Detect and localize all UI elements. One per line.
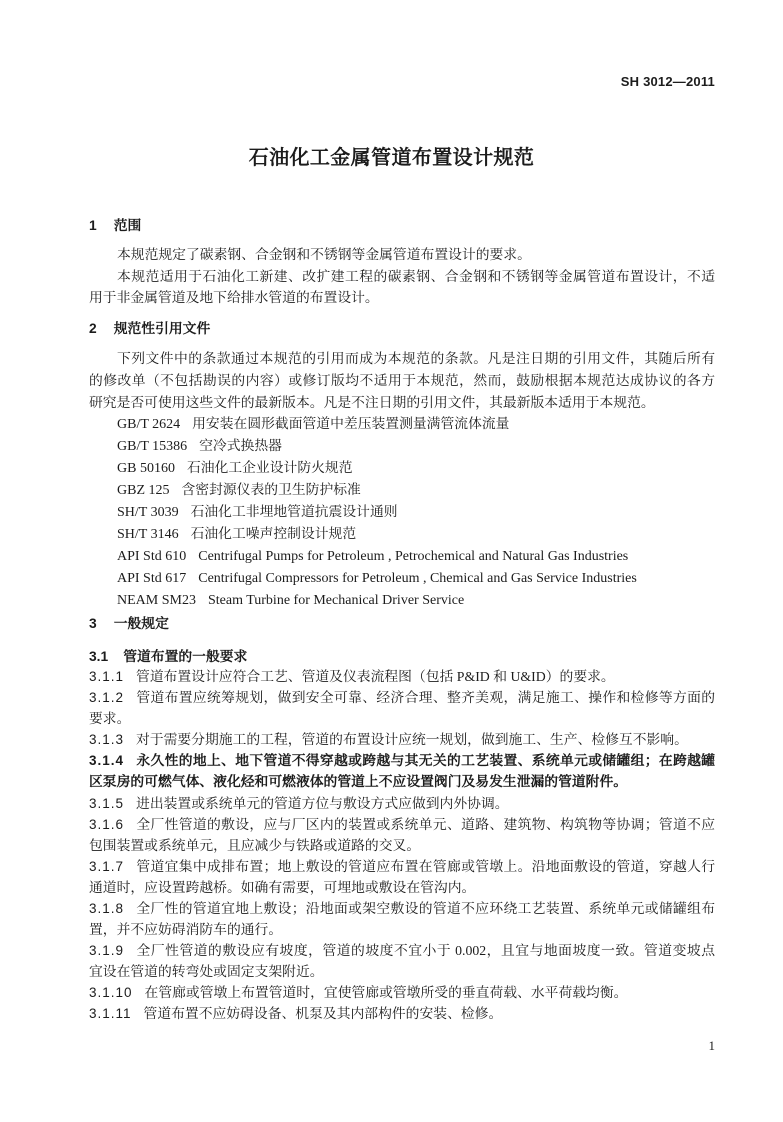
clause — [89, 1003, 715, 1024]
paragraph-line: 研究是否可使用这些文件的最新版本。凡是不注日期的引用文件，其最新版本适用于本规范。 — [89, 395, 655, 410]
section-body-scope — [89, 244, 715, 309]
clause — [89, 982, 715, 1003]
clause-line — [89, 856, 715, 877]
clause-text: 全厂性管道的敷设应有坡度，管道的坡度不宜小于 0.002，且宜与地面坡度一致。管道变坡点 — [136, 943, 715, 958]
clause-line — [89, 793, 715, 814]
section-number: 1 — [89, 218, 97, 233]
clause-text: 管道宜集中成排布置；地上敷设的管道应布置在管廊或管墩上。沿地面敷设的管道，穿越人行 — [136, 859, 715, 874]
reference-code: API Std 617 — [117, 571, 187, 586]
section-body-normative-references — [89, 348, 715, 414]
clause-text: 管道布置设计应符合工艺、管道及仪表流程图（包括 P&ID 和 U&ID）的要求。 — [136, 669, 615, 684]
reference-code: API Std 610 — [117, 549, 187, 564]
clause-number: 3.1.10 — [89, 985, 133, 1000]
clause-line: 要求。 — [89, 711, 131, 726]
paragraph-line: 本规范规定了碳素钢、合金钢和不锈钢等金属管道布置设计的要求。 — [117, 247, 531, 262]
clause — [89, 940, 715, 982]
reference-title: 石油化工企业设计防火规范 — [186, 460, 353, 475]
clause-number: 3.1.4 — [89, 753, 125, 768]
clause-text: 永久性的地上、地下管道不得穿越或跨越与其无关的工艺装置、系统单元或储罐组；在跨越罐 — [136, 753, 715, 769]
reference-item — [89, 589, 715, 611]
clause-number: 3.1.3 — [89, 732, 125, 747]
clause-line — [89, 729, 715, 750]
reference-item — [89, 479, 715, 501]
reference-code: GBZ 125 — [117, 483, 170, 498]
clause-line — [89, 666, 715, 687]
clause-line: 区泵房的可燃气体、液化烃和可燃液体的管道上不应设置阀门及易发生泄漏的管道附件。 — [89, 774, 628, 790]
clause-text: 进出装置或系统单元的管道方位与敷设方式应做到内外协调。 — [136, 796, 509, 811]
reference-item — [89, 413, 715, 435]
subsection-heading — [89, 646, 715, 668]
clause-text: 在管廊或管墩上布置管道时，宜使管廊或管墩所受的垂直荷载、水平荷载均衡。 — [144, 985, 628, 1000]
reference-item — [89, 457, 715, 479]
clause-number: 3.1.7 — [89, 859, 125, 874]
clause — [89, 666, 715, 687]
clause-line — [89, 982, 715, 1003]
reference-item — [89, 567, 715, 589]
reference-title: 石油化工噪声控制设计规范 — [190, 526, 357, 541]
reference-item — [89, 545, 715, 567]
clause-line: 包围装置或系统单元，且应减少与铁路或道路的交叉。 — [89, 838, 421, 853]
document-title: 石油化工金属管道布置设计规范 — [248, 145, 535, 169]
subsection-number: 3.1 — [89, 649, 109, 664]
clause-text: 全厂性管道的敷设，应与厂区内的装置或系统单元、道路、建筑物、构筑物等协调；管道不应 — [136, 817, 715, 832]
clause — [89, 729, 715, 750]
section-heading-general-provisions — [89, 613, 715, 635]
clause-mandatory — [89, 750, 715, 793]
paragraph-line: 的修改单（不包括勘误的内容）或修订版均不适用于本规范，然而，鼓励根据本规范达成协议的各方 — [89, 373, 715, 388]
paragraph-line: 用于非金属管道及地下给排水管道的布置设计。 — [89, 290, 379, 305]
page-number: 1 — [708, 1038, 715, 1053]
section-title: 范围 — [113, 218, 142, 234]
reference-title: 石油化工非埋地管道抗震设计通则 — [190, 504, 398, 519]
paragraph-line: 下列文件中的条款通过本规范的引用而成为本规范的条款。凡是注日期的引用文件，其随后所有 — [117, 351, 715, 366]
section-heading-scope — [89, 215, 715, 237]
section-title: 规范性引用文件 — [113, 321, 211, 337]
reference-title: 用安装在圆形截面管道中差压装置测量满管流体流量 — [192, 416, 510, 431]
clause-line — [89, 750, 715, 772]
clause — [89, 687, 715, 729]
clause-list — [89, 666, 715, 1024]
clause — [89, 814, 715, 856]
clause — [89, 793, 715, 814]
clause-line — [89, 687, 715, 708]
clause-number: 3.1.6 — [89, 817, 125, 832]
clause-line — [89, 814, 715, 835]
clause-line: 宜设在管道的转弯处或固定支架附近。 — [89, 964, 324, 979]
clause-number: 3.1.8 — [89, 901, 125, 916]
clause-number: 3.1.5 — [89, 796, 125, 811]
section-number: 3 — [89, 616, 97, 631]
subsection-title: 管道布置的一般要求 — [123, 649, 248, 665]
clause-number: 3.1.2 — [89, 690, 125, 705]
reference-title: Centrifugal Compressors for Petroleum , Chemical and Gas Service Industries — [198, 571, 637, 586]
document-code: SH 3012—2011 — [620, 74, 715, 89]
paragraph-line: 本规范适用于石油化工新建、改扩建工程的碳素钢、合金钢和不锈钢等金属管道布置设计，不适 — [117, 268, 715, 284]
section-heading-normative-references — [89, 318, 715, 340]
clause-text: 管道布置应统筹规划，做到安全可靠、经济合理、整齐美观，满足施工、操作和检修等方面的 — [136, 690, 715, 705]
clause-number: 3.1.11 — [89, 1006, 132, 1021]
clause-line: 置，并不应妨碍消防车的通行。 — [89, 922, 283, 937]
section-title: 一般规定 — [113, 616, 169, 632]
clause — [89, 856, 715, 898]
reference-code: NEAM SM23 — [117, 593, 196, 608]
reference-item — [89, 501, 715, 523]
clause-line: 通道时，应设置跨越桥。如确有需要，可埋地或敷设在管沟内。 — [89, 880, 476, 895]
reference-title: 含密封源仪表的卫生防护标准 — [181, 482, 361, 497]
clause-line — [89, 1003, 715, 1024]
reference-list — [89, 413, 715, 611]
reference-title: Centrifugal Pumps for Petroleum , Petrochemical and Natural Gas Industries — [198, 549, 629, 564]
clause-number: 3.1.1 — [89, 669, 125, 684]
clause — [89, 898, 715, 940]
clause-number: 3.1.9 — [89, 943, 125, 958]
section-number: 2 — [89, 321, 97, 336]
reference-code: GB 50160 — [117, 461, 175, 476]
reference-title: Steam Turbine for Mechanical Driver Service — [207, 593, 465, 608]
clause-line — [89, 940, 715, 961]
reference-item — [89, 523, 715, 545]
clause-text: 管道布置不应妨碍设备、机泵及其内部构件的安装、检修。 — [143, 1006, 503, 1021]
clause-text: 全厂性的管道宜地上敷设；沿地面或架空敷设的管道不应环绕工艺装置、系统单元或储罐组布 — [136, 901, 715, 916]
reference-title: 空冷式换热器 — [199, 438, 282, 453]
reference-code: SH/T 3146 — [117, 527, 179, 542]
reference-code: GB/T 15386 — [117, 439, 188, 454]
reference-item — [89, 435, 715, 457]
clause-line — [89, 898, 715, 919]
reference-code: SH/T 3039 — [117, 505, 179, 520]
reference-code: GB/T 2624 — [117, 417, 181, 432]
clause-text: 对于需要分期施工的工程，管道的布置设计应统一规划，做到施工、生产、检修互不影响。 — [136, 732, 688, 747]
